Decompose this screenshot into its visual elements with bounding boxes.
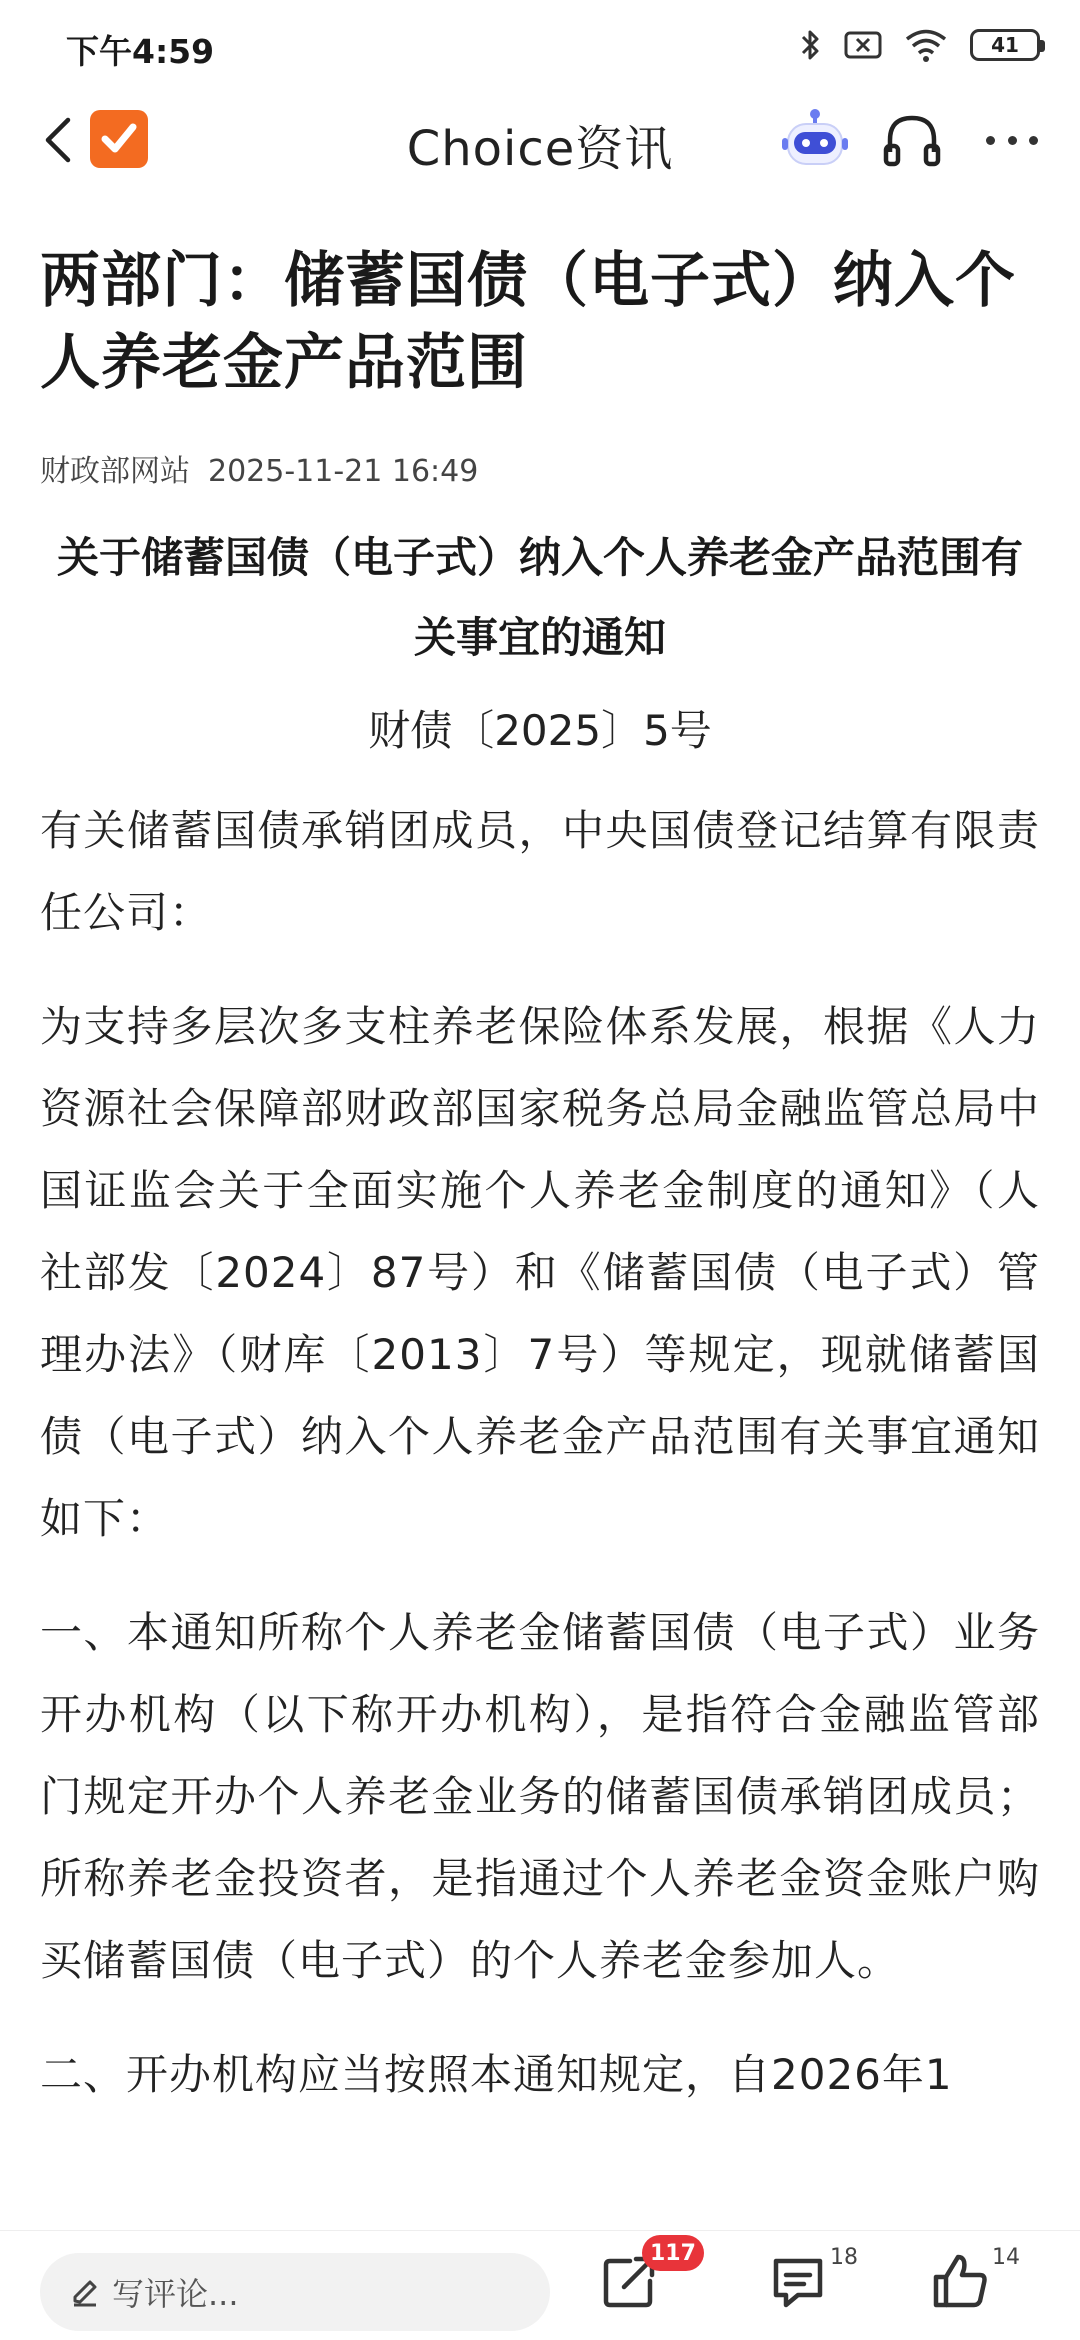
- paragraph: 一、本通知所称个人养老金储蓄国债（电子式）业务开办机构（以下称开办机构），是指符合金融监管部门规定开办个人养老金业务的储蓄国债承销团成员；所称养老金投资者，是指通过个人养老金资金账户购买储蓄国债（电子式）的个人养老金参加人。: [40, 1608, 1040, 1985]
- comment-count: 18: [830, 2245, 858, 2270]
- share-badge: 117: [642, 2235, 704, 2271]
- bluetooth-icon: [800, 28, 822, 62]
- paragraph: 有关储蓄国债承销团成员，中央国债登记结算有限责任公司：: [40, 806, 1040, 937]
- article-meta: [40, 446, 1040, 490]
- headphone-icon[interactable]: [880, 108, 944, 172]
- article-headline: 两部门：储蓄国债（电子式）纳入个人养老金产品范围: [40, 246, 1016, 398]
- document-number: 财债〔2025〕5号: [368, 706, 712, 755]
- article-source[interactable]: 财政部网站: [40, 454, 190, 489]
- more-icon[interactable]: [980, 108, 1044, 172]
- more-dot: [986, 136, 995, 145]
- battery-icon: [970, 29, 1040, 61]
- sim-off-icon: [844, 30, 882, 60]
- comment-placeholder: 写评论...: [112, 2275, 239, 2313]
- comment-input[interactable]: [40, 2253, 550, 2331]
- article: [40, 240, 1040, 2116]
- pencil-icon: [70, 2277, 100, 2307]
- comments-button[interactable]: [768, 2245, 858, 2321]
- more-dot: [1008, 136, 1017, 145]
- paragraph: 为支持多层次多支柱养老保险体系发展，根据《人力资源社会保障部财政部国家税务总局金融监管总局中国证监会关于全面实施个人养老金制度的通知》（人社部发〔2024〕87号）和《储蓄国债（电子式）管理办法》（财库〔2013〕7号）等规定，现就储蓄国债（电子式）纳入个人养老金产品范围有关事宜通知如下：: [40, 1002, 1040, 1543]
- article-datetime: 2025-11-21 16:49: [208, 454, 479, 489]
- wifi-icon: [904, 28, 948, 62]
- battery-level: 41: [991, 33, 1019, 57]
- nav-bar: [0, 90, 1080, 190]
- more-dot: [1029, 136, 1038, 145]
- page-title: Choice资讯: [406, 121, 674, 177]
- like-button[interactable]: [930, 2245, 1020, 2321]
- status-time: 下午4:59: [66, 32, 215, 71]
- notice-title: 关于储蓄国债（电子式）纳入个人养老金产品范围有关事宜的通知: [56, 533, 1023, 662]
- status-bar: [0, 0, 1080, 90]
- comment-icon: [768, 2251, 828, 2311]
- bottom-bar: [0, 2230, 1080, 2340]
- ai-robot-icon[interactable]: [780, 106, 850, 172]
- paragraph: 二、开办机构应当按照本通知规定，自2026年1: [40, 2050, 953, 2099]
- status-icons: [800, 28, 1040, 62]
- share-button[interactable]: [600, 2240, 696, 2321]
- thumbs-up-icon: [930, 2251, 990, 2311]
- like-count: 14: [992, 2245, 1020, 2270]
